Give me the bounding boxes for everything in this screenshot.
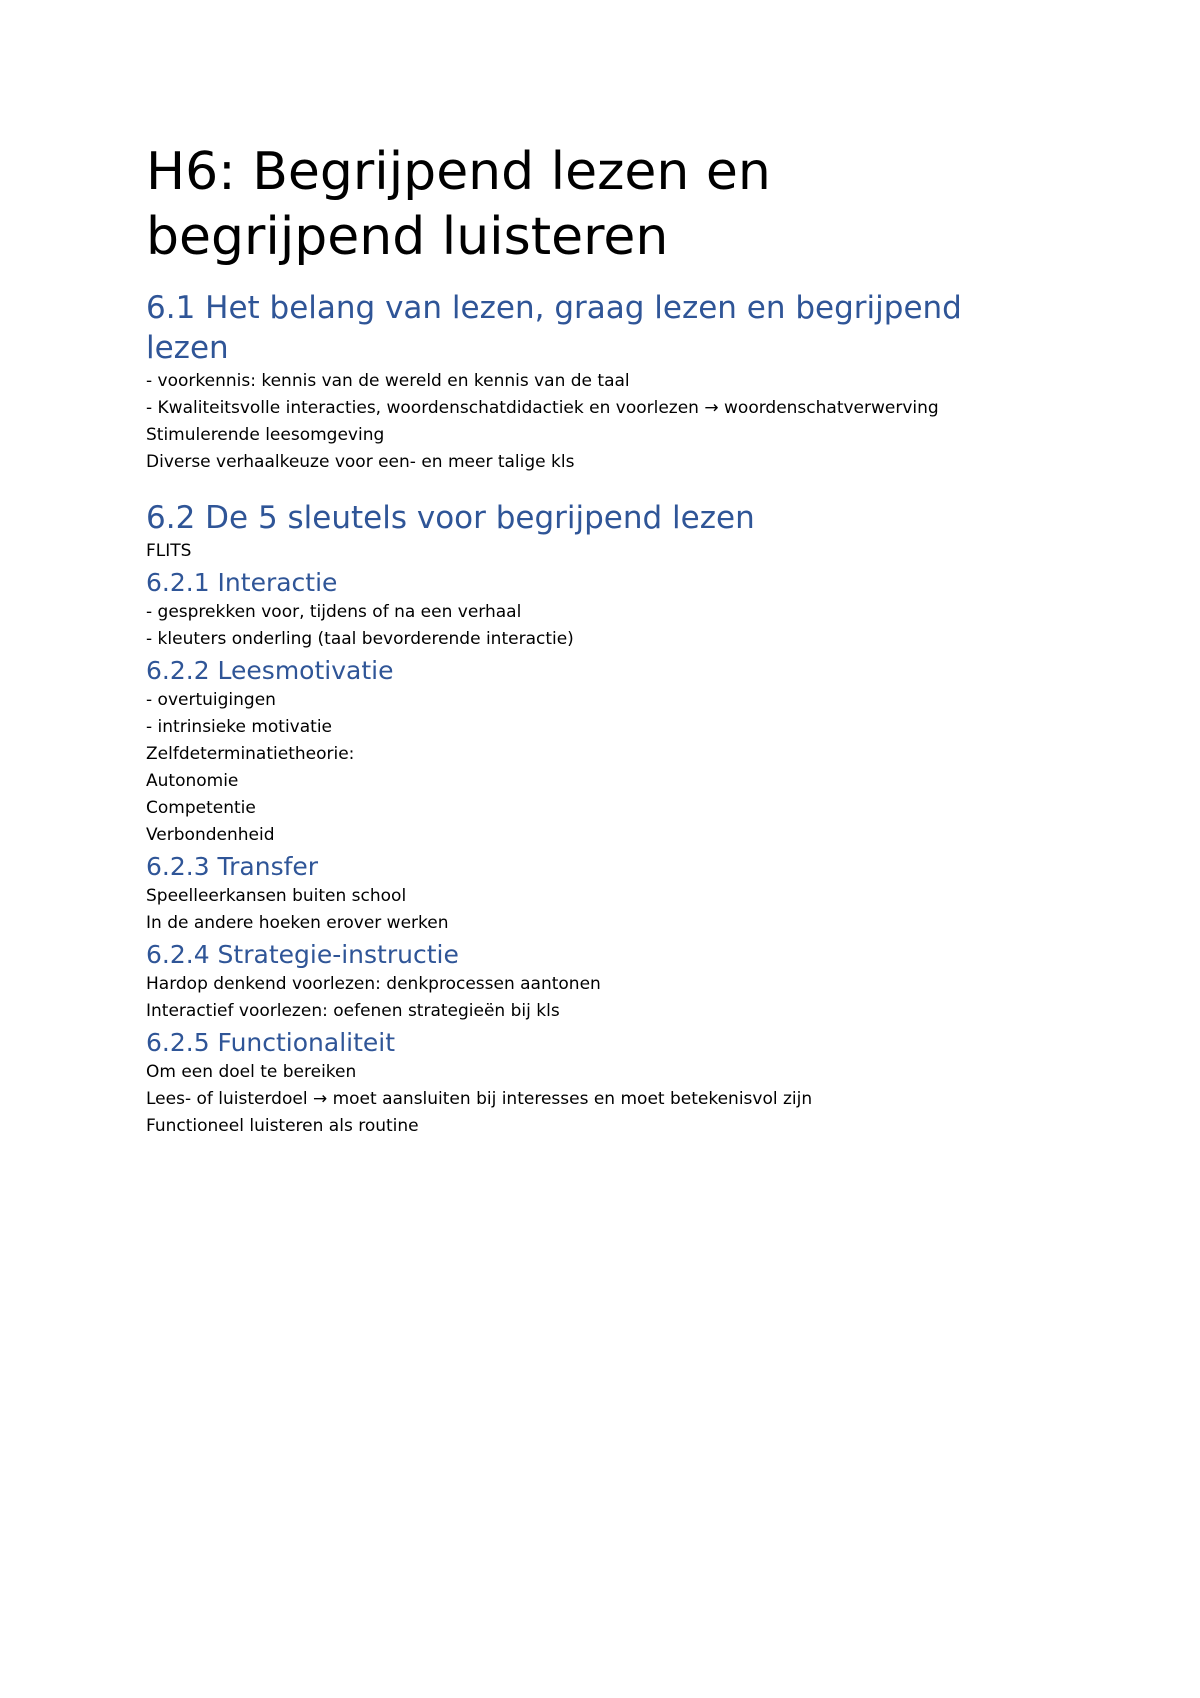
- text-line: - kleuters onderling (taal bevorderende interactie): [146, 629, 574, 649]
- text-line: Interactief voorlezen: oefenen strategieën bij kls: [146, 1001, 560, 1021]
- subsection-6-2-2: [146, 655, 1046, 849]
- text-line: Speelleerkansen buiten school: [146, 886, 407, 906]
- text-line: In de andere hoeken erover werken: [146, 913, 449, 933]
- text-line: - Kwaliteitsvolle interacties, woordenschatdidactiek en voorlezen → woordenschatverwerving: [146, 398, 939, 418]
- text-line: - intrinsieke motivatie: [146, 717, 333, 737]
- text-line: - overtuigingen: [146, 690, 276, 710]
- subsection-heading: 6.2.3 Transfer: [146, 852, 319, 881]
- subsection-6-2-1: [146, 567, 1046, 653]
- subsection-heading: 6.2.2 Leesmotivatie: [146, 656, 394, 685]
- text-line: Functioneel luisteren als routine: [146, 1116, 419, 1136]
- text-line: - gesprekken voor, tijdens of na een verhaal: [146, 602, 522, 622]
- section-6-2: [146, 498, 1046, 1140]
- text-line: Stimulerende leesomgeving: [146, 425, 385, 445]
- subsection-6-2-3: [146, 851, 1046, 937]
- section-6-1: [146, 288, 1046, 476]
- subsection-6-2-4: [146, 939, 1046, 1025]
- text-line: Autonomie: [146, 771, 239, 791]
- section-heading: 6.1 Het belang van lezen, graag lezen en begrijpend lezen: [146, 290, 962, 366]
- text-line: Verbondenheid: [146, 825, 275, 845]
- text-line: Diverse verhaalkeuze voor een- en meer talige kls: [146, 452, 575, 472]
- document-page: [146, 140, 1046, 1140]
- subsection-heading: 6.2.1 Interactie: [146, 568, 338, 597]
- text-line: Hardop denkend voorlezen: denkprocessen aantonen: [146, 974, 601, 994]
- text-line: Zelfdeterminatietheorie:: [146, 744, 355, 764]
- text-line: Om een doel te bereiken: [146, 1062, 357, 1082]
- text-line: Lees- of luisterdoel → moet aansluiten bij interesses en moet betekenisvol zijn: [146, 1089, 813, 1109]
- text-line: Competentie: [146, 798, 256, 818]
- subsection-6-2-5: [146, 1027, 1046, 1140]
- subsection-heading: 6.2.4 Strategie-instructie: [146, 940, 459, 969]
- document-title: H6: Begrijpend lezen en begrijpend luisteren: [146, 142, 771, 267]
- text-line: FLITS: [146, 541, 192, 561]
- text-line: - voorkennis: kennis van de wereld en kennis van de taal: [146, 371, 630, 391]
- section-heading: 6.2 De 5 sleutels voor begrijpend lezen: [146, 500, 755, 536]
- subsection-heading: 6.2.5 Functionaliteit: [146, 1028, 396, 1057]
